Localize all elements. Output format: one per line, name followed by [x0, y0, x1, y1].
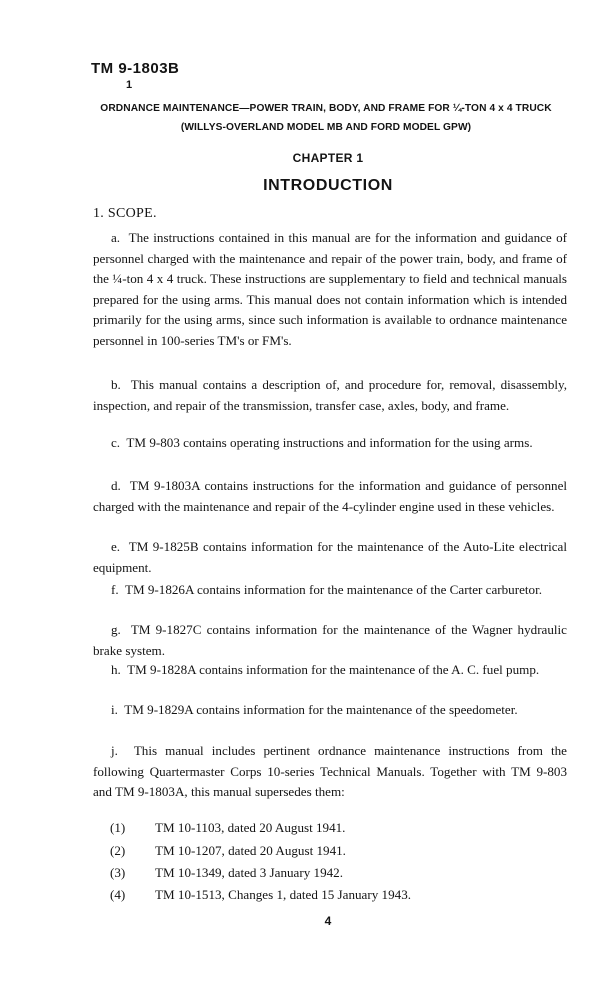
paragraph-text: This manual contains a description of, and procedure for, removal, disassembly, inspection, and repair of the transmission, transfer case, axles, body, and frame. — [93, 377, 568, 413]
paragraph-d — [93, 476, 567, 517]
list-item-text: TM 10-1207, dated 20 August 1941. — [155, 843, 346, 858]
paragraph-e — [93, 537, 567, 578]
list-item — [110, 863, 343, 883]
paragraph-text: TM 9-1826A contains information for the maintenance of the Carter carburetor. — [124, 582, 542, 597]
paragraph-letter: d. — [111, 478, 121, 493]
paragraph-letter: h. — [111, 662, 121, 677]
list-item-text: TM 10-1349, dated 3 January 1942. — [155, 865, 344, 880]
section-heading: 1. SCOPE. — [93, 206, 157, 221]
paragraph-letter: g. — [111, 622, 121, 637]
chapter-label: CHAPTER 1 — [292, 151, 364, 165]
manual-title-line-1: ORDNANCE MAINTENANCE—POWER TRAIN, BODY, AND FRAME FOR ¼-TON 4 x 4 TRUCK — [100, 103, 552, 114]
paragraph-text: The instructions contained in this manual are for the information and guidance of personnel charged with the maintenance and repair of the power train, body, and frame of the ¼-ton 4 x 4 truck. These instructions are supplementary to field and technical manuals prepared for the using arms. This manual does not contain information which is intended primarily for the using arms, since such information is available to ordnance maintenance personnel in 100-series TM's or FM's. — [93, 230, 568, 348]
paragraph-letter: e. — [111, 539, 121, 554]
paragraph-letter: c. — [111, 435, 121, 450]
list-item — [110, 818, 345, 838]
tm-sub-number: 1 — [126, 79, 133, 91]
paragraph-letter: i. — [111, 702, 118, 717]
paragraph-i — [93, 700, 567, 721]
list-item-text: TM 10-1103, dated 20 August 1941. — [155, 820, 346, 835]
paragraph-text: TM 9-1829A contains information for the maintenance of the speedometer. — [124, 702, 518, 717]
list-item-text: TM 10-1513, Changes 1, dated 15 January 1943. — [155, 887, 412, 902]
paragraph-text: TM 9-803 contains operating instructions and information for the using arms. — [126, 435, 533, 450]
paragraph-text: This manual includes pertinent ordnance maintenance instructions from the following Quartermaster Corps 10-series Technical Manuals. Together with TM 9-803 and TM 9-1803A, this manual supersedes them: — [93, 743, 567, 799]
list-item — [110, 885, 411, 905]
paragraph-text: TM 9-1828A contains information for the maintenance of the A. C. fuel pump. — [127, 662, 540, 677]
list-item-number: (4) — [110, 887, 126, 902]
paragraph-j — [93, 741, 567, 803]
chapter-title: INTRODUCTION — [263, 177, 393, 194]
list-item-number: (2) — [110, 843, 126, 858]
paragraph-c — [93, 433, 567, 454]
list-item-number: (3) — [110, 865, 126, 880]
paragraph-text: TM 9-1803A contains instructions for the information and guidance of personnel charged with the maintenance and repair of the 4-cylinder engine used in these vehicles. — [93, 478, 568, 514]
tm-number: TM 9-1803B — [91, 60, 180, 77]
paragraph-h — [93, 660, 567, 681]
manual-title — [86, 99, 566, 137]
paragraph-b — [93, 375, 567, 416]
paragraph-letter: a. — [111, 230, 121, 245]
paragraph-letter: b. — [111, 377, 121, 392]
paragraph-g — [93, 620, 567, 661]
paragraph-letter: f. — [111, 582, 119, 597]
paragraph-text: TM 9-1825B contains information for the maintenance of the Auto-Lite electrical equipment. — [93, 539, 567, 575]
list-item-number: (1) — [110, 820, 126, 835]
manual-title-line-2: (WILLYS-OVERLAND MODEL MB AND FORD MODEL GPW) — [180, 122, 472, 133]
paragraph-f — [93, 580, 567, 601]
page-number: 4 — [324, 914, 332, 928]
paragraph-text: TM 9-1827C contains information for the maintenance of the Wagner hydraulic brake system. — [93, 622, 567, 658]
paragraph-letter: j. — [111, 743, 118, 758]
paragraph-a — [93, 228, 567, 351]
list-item — [110, 841, 346, 861]
